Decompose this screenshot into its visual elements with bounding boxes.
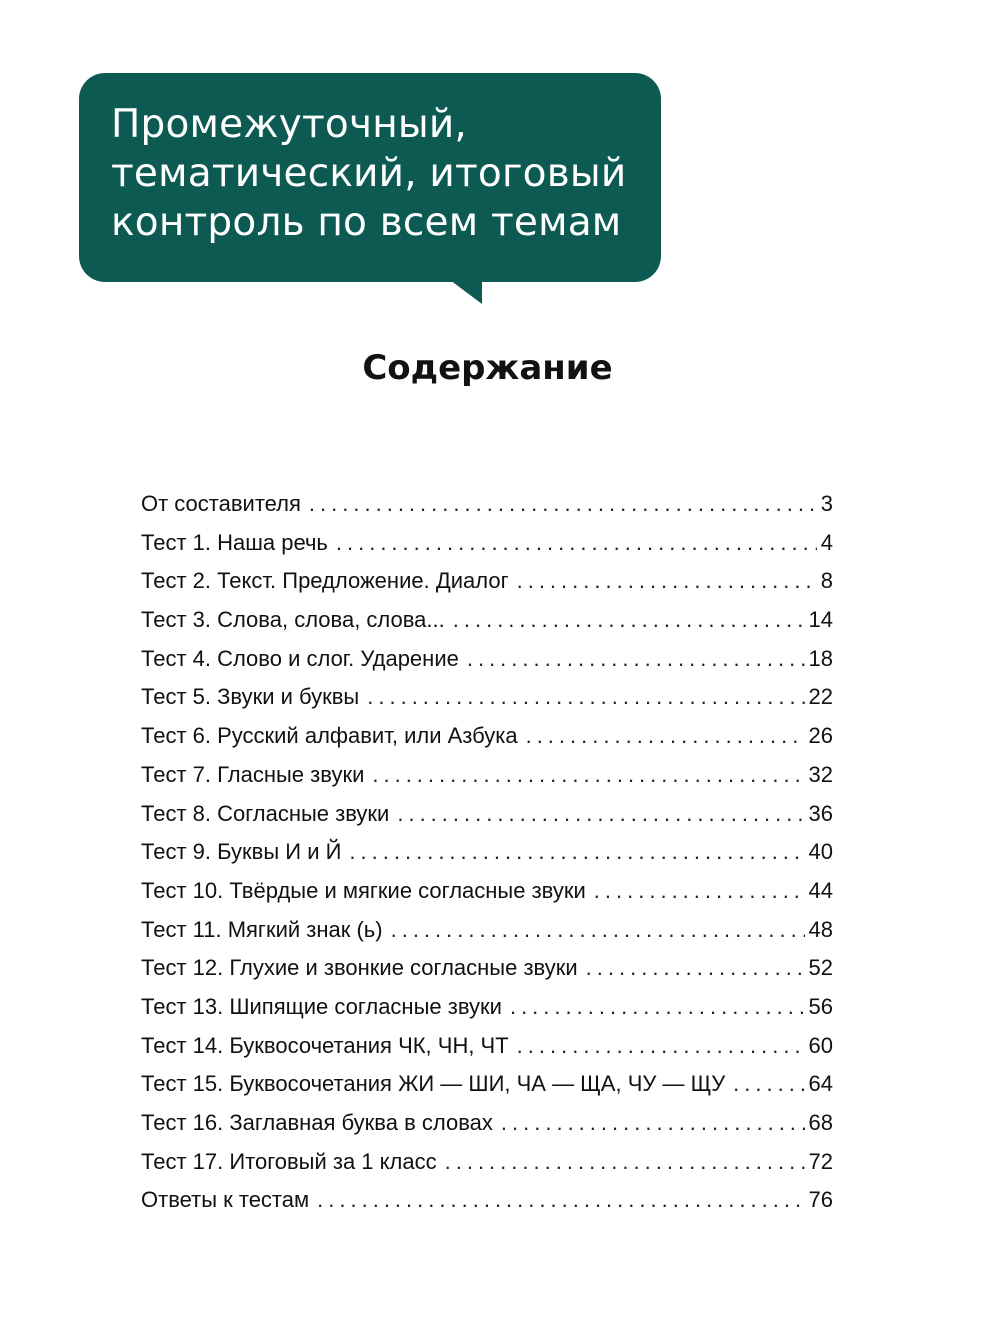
toc-entry[interactable]: [141, 485, 833, 524]
callout-tail: [450, 280, 482, 304]
toc-entry[interactable]: [141, 717, 833, 756]
toc-entry-label: От составителя: [141, 491, 301, 516]
toc-entry[interactable]: [141, 872, 833, 911]
toc-dot-leader: [517, 562, 817, 601]
toc-entry[interactable]: [141, 833, 833, 872]
toc-entry-label: Тест 7. Гласные звуки: [141, 761, 365, 787]
toc-dot-leader: [594, 872, 805, 911]
toc-entry[interactable]: [141, 1065, 833, 1104]
toc-dot-leader: [453, 601, 805, 640]
toc-entry[interactable]: [141, 988, 833, 1027]
toc-entry[interactable]: [141, 1104, 833, 1143]
toc-entry-label: Тест 1. Наша речь: [141, 529, 328, 555]
toc-dot-leader: [586, 949, 805, 988]
toc-dot-leader: [733, 1065, 804, 1104]
toc-entry[interactable]: [141, 678, 833, 717]
toc-entry[interactable]: [141, 601, 833, 640]
toc-entry-label: Тест 17. Итоговый за 1 класс: [141, 1148, 437, 1174]
toc-entry[interactable]: [141, 756, 833, 795]
toc-entry-label: Тест 10. Твёрдые и мягкие согласные звуки: [141, 877, 586, 903]
toc-entry-label: Тест 8. Согласные звуки: [141, 800, 390, 826]
toc-entry-page: 48: [808, 916, 833, 942]
toc-entry-page: 36: [808, 800, 833, 826]
toc-dot-leader: [397, 795, 804, 834]
toc-entry-page: 4: [820, 529, 833, 555]
toc-entry-label: Тест 16. Заглавная буква в словах: [141, 1110, 493, 1135]
callout-title-line-2: тематический, итоговый: [111, 151, 627, 196]
toc-entry-label: Тест 5. Звуки и буквы: [141, 684, 360, 710]
toc-dot-leader: [445, 1143, 805, 1182]
toc-entry-page: 68: [808, 1110, 833, 1135]
toc-heading: Содержание: [362, 348, 613, 388]
toc-entry-page: 40: [808, 839, 833, 865]
toc-dot-leader: [517, 1027, 805, 1066]
toc-entry-label: Тест 9. Буквы И и Й: [141, 839, 342, 865]
toc-entry-label: Тест 15. Буквосочетания ЖИ — ШИ, ЧА — ЩА, ЧУ — ЩУ: [141, 1071, 726, 1097]
toc-dot-leader: [317, 1181, 804, 1220]
toc-entry-page: 26: [808, 723, 833, 749]
toc-entry-page: 76: [808, 1187, 833, 1213]
callout-title-line-1: Промежуточный,: [111, 102, 468, 147]
toc-entry-label: Тест 13. Шипящие согласные звуки: [141, 993, 502, 1019]
toc-entry-page: 56: [808, 993, 833, 1019]
toc-entry-label: Тест 14. Буквосочетания ЧК, ЧН, ЧТ: [141, 1032, 509, 1058]
toc-entry-label: Тест 2. Текст. Предложение. Диалог: [141, 568, 509, 594]
toc-entry-page: 72: [808, 1148, 833, 1174]
toc-entry-page: 14: [808, 607, 833, 633]
toc-entry-page: 52: [808, 955, 833, 981]
callout-title: [111, 100, 631, 247]
toc-entry-page: 32: [808, 761, 833, 787]
toc-entry-page: 18: [808, 645, 833, 671]
toc-entry[interactable]: [141, 949, 833, 988]
toc-entry-label: Тест 6. Русский алфавит, или Азбука: [141, 723, 518, 749]
toc-entry[interactable]: [141, 640, 833, 679]
toc-entry-label: Тест 4. Слово и слог. Ударение: [141, 645, 459, 671]
table-of-contents: [141, 485, 833, 1220]
callout-title-line-3: контроль по всем темам: [111, 200, 622, 245]
toc-entry[interactable]: [141, 562, 833, 601]
toc-dot-leader: [391, 911, 805, 950]
toc-dot-leader: [526, 717, 805, 756]
toc-dot-leader: [467, 640, 805, 679]
toc-entry[interactable]: [141, 1181, 833, 1220]
toc-dot-leader: [510, 988, 805, 1027]
toc-entry[interactable]: [141, 524, 833, 563]
toc-entry[interactable]: [141, 1027, 833, 1066]
toc-dot-leader: [372, 756, 804, 795]
toc-entry-page: 64: [808, 1071, 833, 1097]
toc-entry-page: 60: [808, 1032, 833, 1058]
toc-entry[interactable]: [141, 1143, 833, 1182]
toc-entry-label: Ответы к тестам: [141, 1187, 310, 1213]
toc-entry-label: Тест 12. Глухие и звонкие согласные звуки: [141, 955, 578, 981]
toc-dot-leader: [501, 1104, 805, 1143]
callout-banner: [79, 73, 661, 282]
toc-dot-leader: [336, 524, 817, 563]
toc-entry-page: 44: [808, 877, 833, 903]
toc-entry[interactable]: [141, 795, 833, 834]
toc-entry-page: 3: [820, 491, 833, 516]
toc-entry-label: Тест 11. Мягкий знак (ь): [141, 916, 383, 942]
toc-entry-page: 22: [808, 684, 833, 710]
toc-dot-leader: [309, 485, 817, 524]
toc-dot-leader: [349, 833, 804, 872]
toc-entry-label: Тест 3. Слова, слова, слова...: [141, 607, 445, 633]
toc-dot-leader: [367, 678, 804, 717]
toc-entry-page: 8: [820, 568, 833, 594]
toc-entry[interactable]: [141, 911, 833, 950]
